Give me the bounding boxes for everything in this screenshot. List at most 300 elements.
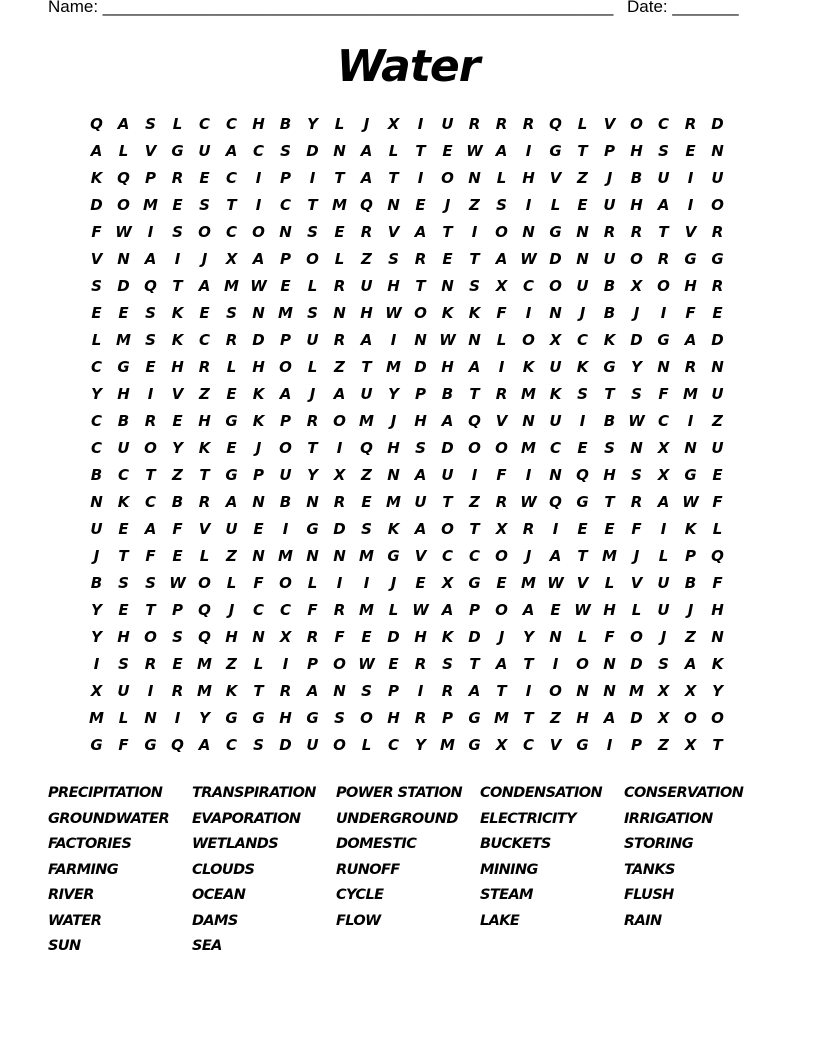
grid-letter: A	[684, 331, 697, 349]
grid-letter: S	[172, 628, 183, 646]
grid-letter: O	[252, 223, 265, 241]
grid-letter: M	[386, 358, 401, 376]
grid-letter: B	[117, 412, 130, 430]
grid-letter: L	[91, 331, 102, 349]
word-list-item: STEAM	[480, 887, 533, 903]
grid-letter: X	[657, 439, 670, 457]
grid-letter: G	[468, 574, 481, 592]
grid-letter: A	[657, 196, 670, 214]
grid-letter: C	[198, 331, 210, 349]
grid-letter: J	[390, 574, 397, 592]
grid-letter: P	[388, 682, 399, 700]
grid-letter: E	[172, 655, 183, 673]
grid-letter: O	[468, 439, 481, 457]
grid-letter: R	[495, 493, 508, 511]
grid-letter: N	[306, 493, 319, 511]
grid-letter: K	[468, 304, 481, 322]
grid-letter: P	[631, 736, 642, 754]
grid-letter: N	[549, 304, 562, 322]
grid-letter: E	[577, 520, 588, 538]
grid-letter: J	[444, 196, 451, 214]
word-list-item: PRECIPITATION	[48, 785, 163, 801]
grid-letter: A	[414, 466, 427, 484]
grid-letter: Z	[172, 466, 183, 484]
grid-letter: I	[363, 574, 370, 592]
grid-letter: U	[117, 682, 130, 700]
grid-letter: R	[306, 412, 319, 430]
grid-letter: T	[388, 169, 399, 187]
grid-letter: J	[633, 547, 640, 565]
grid-letter: X	[549, 331, 562, 349]
word-list-item: FACTORIES	[48, 836, 132, 852]
grid-letter: A	[414, 520, 427, 538]
grid-letter: N	[441, 277, 454, 295]
grid-letter: W	[574, 601, 591, 619]
grid-letter: W	[412, 601, 429, 619]
grid-letter: R	[522, 520, 535, 538]
grid-letter: S	[253, 736, 264, 754]
grid-letter: P	[604, 142, 615, 160]
grid-letter: O	[198, 574, 211, 592]
grid-letter: S	[361, 682, 372, 700]
grid-letter: M	[602, 547, 617, 565]
grid-letter: W	[466, 142, 483, 160]
grid-letter: X	[387, 115, 400, 133]
word-list-item: FLOW	[336, 912, 381, 929]
word-list-item: FARMING	[48, 861, 119, 878]
grid-letter: R	[414, 655, 427, 673]
grid-letter: J	[606, 169, 613, 187]
grid-letter: G	[684, 250, 697, 268]
grid-letter: D	[117, 277, 130, 295]
grid-letter: X	[684, 736, 697, 754]
grid-letter: Q	[468, 412, 481, 430]
grid-letter: W	[520, 493, 537, 511]
grid-letter: L	[118, 142, 129, 160]
grid-letter: B	[684, 574, 697, 592]
word-list-item: OCEAN	[192, 887, 246, 903]
grid-letter: S	[334, 709, 345, 727]
grid-letter: M	[359, 601, 374, 619]
grid-letter: A	[198, 736, 211, 754]
grid-letter: W	[250, 277, 267, 295]
grid-letter: E	[172, 196, 183, 214]
grid-letter: E	[415, 196, 426, 214]
grid-letter: T	[145, 601, 156, 619]
grid-letter: A	[117, 115, 130, 133]
grid-letter: I	[552, 655, 559, 673]
page-title: Water	[336, 41, 480, 92]
grid-letter: S	[496, 196, 507, 214]
grid-letter: I	[660, 520, 667, 538]
grid-letter: S	[307, 223, 318, 241]
grid-letter: X	[657, 682, 670, 700]
grid-letter: N	[576, 223, 589, 241]
grid-letter: R	[657, 250, 670, 268]
grid-letter: O	[711, 709, 724, 727]
grid-letter: E	[388, 655, 399, 673]
grid-letter: C	[144, 493, 156, 511]
grid-letter: R	[684, 358, 697, 376]
grid-letter: C	[522, 277, 534, 295]
grid-letter: R	[522, 115, 535, 133]
grid-letter: M	[197, 682, 212, 700]
grid-letter: A	[495, 142, 508, 160]
grid-letter: R	[198, 358, 211, 376]
word-list-item: RUNOFF	[336, 861, 400, 878]
grid-letter: J	[390, 412, 397, 430]
grid-letter: T	[307, 439, 318, 457]
grid-letter: U	[306, 331, 319, 349]
grid-letter: U	[360, 385, 373, 403]
grid-letter: X	[495, 277, 508, 295]
grid-letter: O	[441, 169, 454, 187]
grid-letter: G	[468, 709, 481, 727]
grid-letter: A	[279, 385, 292, 403]
grid-letter: H	[603, 466, 616, 484]
grid-letter: A	[495, 250, 508, 268]
grid-letter: Q	[549, 115, 562, 133]
grid-letter: P	[442, 709, 453, 727]
grid-letter: M	[683, 385, 698, 403]
grid-letter: C	[225, 169, 237, 187]
grid-letter: I	[336, 439, 343, 457]
grid-letter: I	[498, 358, 505, 376]
grid-letter: Q	[360, 439, 373, 457]
grid-letter: K	[252, 412, 265, 430]
grid-letter: B	[603, 304, 616, 322]
grid-letter: T	[658, 223, 669, 241]
grid-letter: J	[201, 250, 208, 268]
grid-letter: O	[333, 412, 346, 430]
grid-letter: I	[687, 196, 694, 214]
grid-letter: N	[333, 304, 346, 322]
grid-letter: W	[385, 304, 402, 322]
grid-letter: Y	[523, 628, 534, 646]
grid-letter: F	[712, 493, 723, 511]
grid-letter: H	[603, 601, 616, 619]
grid-letter: R	[225, 331, 238, 349]
grid-letter: U	[360, 277, 373, 295]
grid-letter: P	[253, 466, 264, 484]
grid-letter: R	[495, 115, 508, 133]
grid-letter: I	[336, 574, 343, 592]
grid-letter: G	[171, 142, 184, 160]
grid-letter: L	[226, 358, 237, 376]
grid-letter: M	[494, 709, 509, 727]
grid-letter: O	[495, 223, 508, 241]
grid-letter: S	[118, 655, 129, 673]
grid-letter: L	[631, 601, 642, 619]
grid-letter: U	[711, 385, 724, 403]
grid-letter: D	[711, 115, 724, 133]
grid-letter: X	[441, 574, 454, 592]
grid-letter: P	[145, 169, 156, 187]
grid-letter: R	[144, 412, 157, 430]
grid-letter: L	[577, 628, 588, 646]
grid-letter: P	[280, 331, 291, 349]
grid-letter: L	[118, 709, 129, 727]
grid-letter: V	[171, 385, 184, 403]
date-field: Date: _______	[627, 0, 739, 16]
grid-letter: R	[306, 628, 319, 646]
grid-letter: L	[496, 169, 507, 187]
grid-letter: Z	[469, 196, 480, 214]
grid-letter: J	[633, 304, 640, 322]
grid-letter: O	[360, 709, 373, 727]
grid-letter: P	[280, 250, 291, 268]
grid-letter: S	[604, 439, 615, 457]
grid-letter: R	[333, 277, 346, 295]
grid-letter: Q	[90, 115, 103, 133]
grid-letter: D	[90, 196, 103, 214]
word-list-item: GROUNDWATER	[48, 810, 170, 827]
grid-letter: M	[521, 385, 536, 403]
grid-letter: J	[660, 628, 667, 646]
grid-letter: D	[630, 709, 643, 727]
grid-letter: G	[549, 223, 562, 241]
grid-letter: T	[469, 655, 480, 673]
grid-letter: V	[684, 223, 697, 241]
grid-letter: W	[115, 223, 132, 241]
grid-letter: A	[441, 412, 454, 430]
grid-letter: T	[415, 142, 426, 160]
word-list-item: MINING	[480, 861, 538, 878]
grid-letter: T	[415, 277, 426, 295]
grid-letter: W	[628, 412, 645, 430]
grid-letter: Y	[631, 358, 642, 376]
grid-letter: I	[174, 250, 181, 268]
word-list-item: DAMS	[192, 912, 238, 929]
grid-letter: X	[657, 709, 670, 727]
grid-letter: U	[441, 115, 454, 133]
grid-letter: C	[90, 412, 102, 430]
grid-letter: E	[712, 304, 723, 322]
grid-letter: H	[252, 358, 265, 376]
grid-letter: N	[468, 169, 481, 187]
grid-letter: E	[280, 277, 291, 295]
grid-letter: M	[278, 547, 293, 565]
grid-letter: B	[90, 574, 103, 592]
grid-letter: M	[224, 277, 239, 295]
grid-letter: H	[252, 115, 265, 133]
grid-letter: Y	[172, 439, 183, 457]
word-list-item: TRANSPIRATION	[192, 785, 316, 801]
grid-letter: G	[387, 547, 400, 565]
grid-letter: H	[225, 628, 238, 646]
grid-letter: D	[630, 331, 643, 349]
grid-letter: Y	[91, 601, 102, 619]
grid-letter: R	[279, 682, 292, 700]
word-list-item: POWER STATION	[336, 785, 463, 801]
grid-letter: D	[414, 358, 427, 376]
grid-letter: C	[117, 466, 129, 484]
grid-letter: T	[604, 493, 615, 511]
grid-letter: K	[603, 331, 616, 349]
word-list-item: WATER	[48, 912, 102, 929]
grid-letter: U	[711, 169, 724, 187]
grid-letter: D	[711, 331, 724, 349]
grid-letter: R	[414, 250, 427, 268]
grid-letter: T	[334, 169, 345, 187]
grid-letter: E	[415, 574, 426, 592]
grid-letter: Z	[199, 385, 210, 403]
grid-letter: M	[278, 304, 293, 322]
grid-letter: N	[711, 142, 724, 160]
grid-letter: C	[252, 142, 264, 160]
grid-letter: I	[93, 655, 100, 673]
grid-letter: I	[687, 169, 694, 187]
grid-letter: X	[279, 628, 292, 646]
grid-letter: G	[684, 466, 697, 484]
grid-letter: O	[333, 736, 346, 754]
grid-letter: N	[333, 547, 346, 565]
grid-letter: A	[603, 709, 616, 727]
grid-letter: C	[90, 439, 102, 457]
grid-letter: Y	[415, 736, 426, 754]
grid-letter: K	[117, 493, 130, 511]
grid-letter: G	[549, 142, 562, 160]
grid-letter: S	[577, 385, 588, 403]
grid-letter: O	[495, 547, 508, 565]
grid-letter: Z	[361, 250, 372, 268]
grid-letter: N	[387, 466, 400, 484]
grid-letter: O	[441, 520, 454, 538]
grid-letter: Q	[360, 196, 373, 214]
grid-letter: S	[145, 331, 156, 349]
grid-letter: L	[577, 115, 588, 133]
grid-letter: S	[172, 223, 183, 241]
grid-letter: T	[199, 466, 210, 484]
grid-letter: P	[469, 601, 480, 619]
grid-letter: J	[579, 304, 586, 322]
grid-letter: G	[468, 736, 481, 754]
word-list-item: EVAPORATION	[192, 810, 301, 827]
grid-letter: X	[684, 682, 697, 700]
grid-letter: F	[631, 520, 642, 538]
grid-letter: F	[496, 466, 507, 484]
word-list-item: CLOUDS	[192, 861, 255, 878]
grid-letter: N	[279, 223, 292, 241]
grid-letter: S	[631, 466, 642, 484]
grid-letter: Z	[469, 493, 480, 511]
grid-letter: F	[496, 304, 507, 322]
grid-letter: K	[252, 385, 265, 403]
grid-letter: E	[442, 142, 453, 160]
grid-letter: D	[333, 520, 346, 538]
word-list-item: SUN	[48, 938, 81, 954]
grid-letter: M	[629, 682, 644, 700]
grid-letter: C	[576, 331, 588, 349]
grid-letter: Y	[91, 385, 102, 403]
grid-letter: U	[225, 520, 238, 538]
grid-letter: H	[387, 439, 400, 457]
grid-letter: E	[172, 412, 183, 430]
grid-letter: K	[522, 358, 535, 376]
grid-letter: J	[93, 547, 100, 565]
grid-letter: E	[442, 250, 453, 268]
grid-letter: N	[144, 709, 157, 727]
word-list-item: IRRIGATION	[624, 810, 713, 827]
grid-letter: P	[280, 412, 291, 430]
grid-letter: R	[333, 493, 346, 511]
grid-letter: S	[118, 574, 129, 592]
grid-letter: A	[225, 142, 238, 160]
grid-letter: L	[307, 574, 318, 592]
grid-letter: N	[306, 547, 319, 565]
grid-letter: I	[471, 466, 478, 484]
grid-letter: T	[145, 466, 156, 484]
word-list-item: CYCLE	[336, 887, 384, 903]
grid-letter: K	[441, 628, 454, 646]
grid-letter: Q	[549, 493, 562, 511]
grid-letter: N	[522, 412, 535, 430]
grid-letter: O	[495, 601, 508, 619]
grid-letter: L	[388, 142, 399, 160]
grid-letter: L	[253, 655, 264, 673]
grid-letter: K	[549, 385, 562, 403]
grid-letter: M	[359, 547, 374, 565]
grid-letter: E	[199, 169, 210, 187]
grid-letter: O	[711, 196, 724, 214]
grid-letter: U	[549, 358, 562, 376]
grid-letter: G	[225, 709, 238, 727]
grid-letter: T	[496, 682, 507, 700]
grid-letter: I	[525, 304, 532, 322]
grid-letter: H	[630, 142, 643, 160]
grid-letter: T	[118, 547, 129, 565]
word-list-item: STORING	[624, 836, 694, 852]
grid-letter: Z	[712, 412, 723, 430]
word-list-item: CONDENSATION	[480, 785, 603, 801]
grid-letter: D	[306, 142, 319, 160]
grid-letter: B	[603, 277, 616, 295]
grid-letter: A	[360, 331, 373, 349]
grid-letter: O	[630, 250, 643, 268]
grid-letter: N	[657, 358, 670, 376]
grid-letter: R	[414, 709, 427, 727]
grid-letter: N	[387, 196, 400, 214]
grid-letter: L	[226, 574, 237, 592]
grid-letter: X	[333, 466, 346, 484]
grid-letter: A	[90, 142, 103, 160]
grid-letter: I	[579, 412, 586, 430]
grid-letter: E	[226, 439, 237, 457]
grid-letter: H	[387, 709, 400, 727]
grid-letter: C	[252, 601, 264, 619]
grid-letter: I	[471, 223, 478, 241]
grid-letter: L	[604, 574, 615, 592]
grid-letter: O	[306, 250, 319, 268]
grid-letter: G	[711, 250, 724, 268]
grid-letter: E	[91, 304, 102, 322]
grid-letter: G	[576, 493, 589, 511]
grid-letter: T	[712, 736, 723, 754]
grid-letter: V	[630, 574, 643, 592]
grid-letter: P	[415, 385, 426, 403]
grid-letter: K	[198, 439, 211, 457]
grid-letter: Z	[361, 466, 372, 484]
grid-letter: L	[307, 358, 318, 376]
grid-letter: R	[495, 385, 508, 403]
word-list-item: RAIN	[624, 912, 662, 929]
grid-letter: I	[687, 412, 694, 430]
grid-letter: D	[441, 439, 454, 457]
grid-letter: J	[363, 115, 370, 133]
word-list-item: LAKE	[480, 912, 520, 929]
grid-letter: I	[525, 196, 532, 214]
grid-letter: H	[171, 358, 184, 376]
